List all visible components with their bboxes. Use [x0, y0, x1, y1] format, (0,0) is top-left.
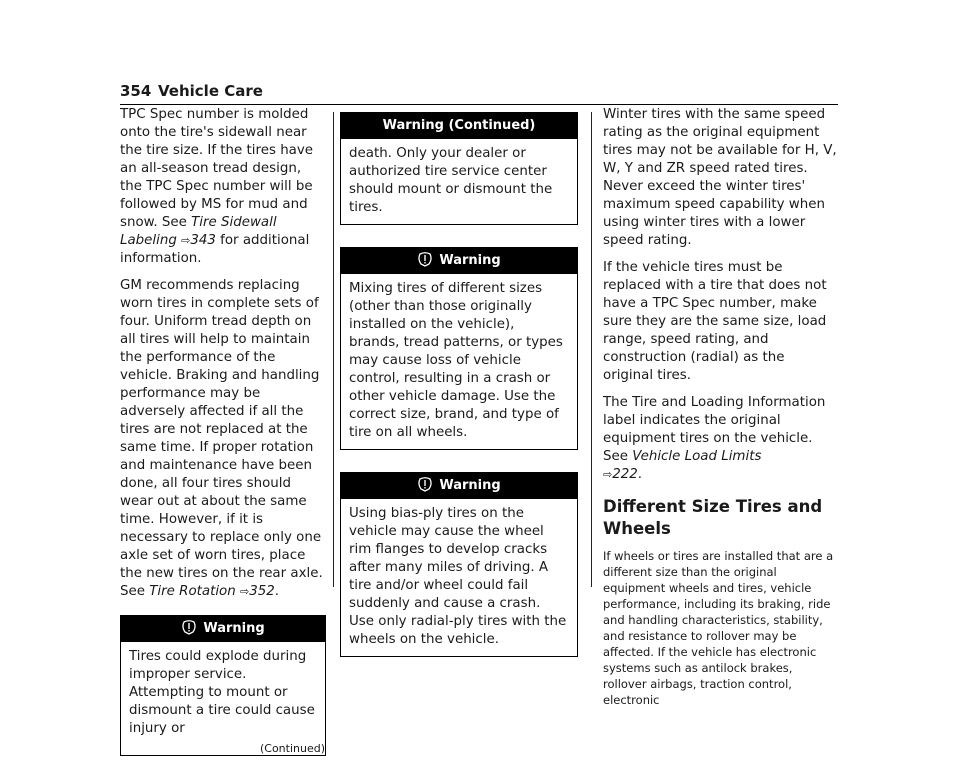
tire-sidewall-labeling-link[interactable]: Tire Sidewall Labeling	[120, 215, 277, 248]
warning-title: Warning	[203, 621, 265, 636]
page-ref-arrow-icon: ⇨	[603, 468, 613, 481]
warning-icon	[417, 251, 433, 267]
paragraph: The Tire and Loading Information label indicates the original equipment tires on the vehicle. See Vehicle Load Limits ⇨222.	[603, 395, 826, 482]
warning-header	[121, 616, 325, 642]
page-ref[interactable]: 352	[249, 584, 275, 599]
warning-title: Warning	[439, 478, 501, 493]
warning-icon	[417, 476, 433, 492]
page-ref[interactable]: 343	[190, 233, 216, 248]
warning-box	[340, 472, 578, 657]
vehicle-load-limits-link[interactable]: Vehicle Load Limits	[632, 449, 762, 464]
warning-title: Warning	[439, 253, 501, 268]
paragraph: If the vehicle tires must be replaced with a tire that does not have a TPC Spec number, make sure they are the same size, load range, speed rating, and construction (radial) as the original tires.	[603, 260, 827, 383]
section-title: Vehicle Care	[158, 82, 263, 100]
tire-rotation-link[interactable]: Tire Rotation	[149, 584, 236, 599]
page-ref-arrow-icon: ⇨	[240, 585, 250, 598]
paragraph: Winter tires with the same speed rating as the original equipment tires may not be available for H, V, W, Y and ZR speed rated tires. Never exceed the winter tires' maximum speed capability when using winter tires with a lower speed rating.	[603, 107, 837, 248]
column-3	[603, 106, 838, 717]
warning-box	[120, 615, 326, 756]
page-ref-arrow-icon: ⇨	[181, 234, 191, 247]
paragraph: TPC Spec number is molded onto the tire's sidewall near the tire size. If the tires have an all-season tread design, the TPC Spec number will be followed by MS for mud and snow. See Tire Sidewall Labeling ⇨343 for additional information.	[120, 107, 314, 266]
column-divider	[591, 112, 592, 587]
paragraph: If wheels or tires are installed that are a different size than the original equipment wheels and tires, vehicle performance, including its braking, ride and handling characteristics, stability, and resistance to rollover may be affected. If the vehicle has electronic systems such as antilock brakes, rollover airbags, traction control, electronic	[603, 549, 834, 707]
warning-text: Mixing tires of different sizes (other than those originally installed on the vehicle), brands, tread patterns, or types may cause loss of vehicle control, resulting in a crash or other vehicle damage. Use the correct size, brand, and type of tire on all wheels.	[349, 281, 563, 440]
warning-text: death. Only your dealer or authorized tire service center should mount or dismount the tires.	[349, 146, 553, 215]
warning-header	[341, 248, 577, 274]
column-divider	[333, 112, 334, 587]
warning-icon	[181, 619, 197, 635]
warning-header	[341, 473, 577, 499]
page-ref[interactable]: 222	[612, 467, 638, 482]
warning-continued-box	[340, 112, 578, 225]
warning-header: Warning (Continued)	[341, 113, 577, 139]
warning-text: Tires could explode during improper service. Attempting to mount or dismount a tire could cause injury or	[129, 649, 315, 736]
paragraph: GM recommends replacing worn tires in complete sets of four. Uniform tread depth on all tires will help to maintain the performance of the vehicle. Braking and handling performance may be adversely affected if all the tires are not replaced at the same time. If proper rotation and maintenance have been done, all four tires should wear out at about the same time. However, if it is necessary to replace only one axle set of worn tires, place the new tires on the rear axle. See Tire Rotation ⇨352.	[120, 278, 323, 599]
column-2	[340, 106, 578, 673]
page-header	[120, 80, 838, 105]
continued-label: (Continued)	[259, 742, 325, 755]
warning-box	[340, 247, 578, 450]
column-1	[120, 106, 326, 772]
subheading: Different Size Tires and Wheels	[603, 497, 823, 538]
warning-text: Using bias-ply tires on the vehicle may cause the wheel rim flanges to develop cracks after many miles of driving. A tire and/or wheel could fail suddenly and cause a crash. Use only radial-ply tires with the wheels on the vehicle.	[349, 506, 567, 647]
page-number: 354	[120, 82, 152, 100]
